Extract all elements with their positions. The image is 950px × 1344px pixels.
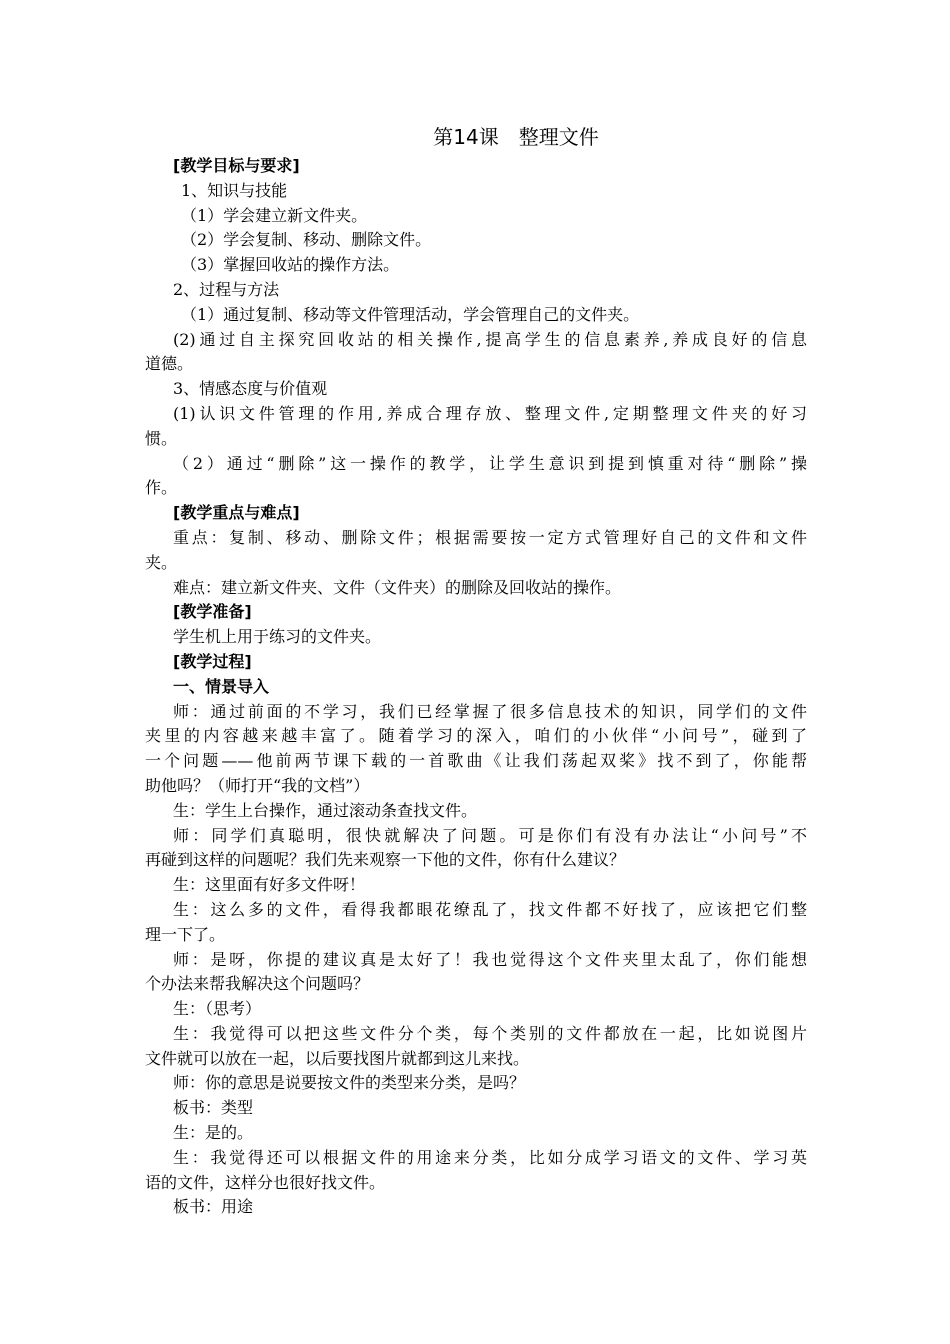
text-line: 惯。 xyxy=(145,428,178,448)
text-line: 一、情景导入 xyxy=(173,676,270,696)
text-line: 作。 xyxy=(145,478,178,498)
text-line: [教学过程] xyxy=(173,651,252,671)
text-line: 板书：用途 xyxy=(173,1197,254,1217)
text-line: [教学重点与难点] xyxy=(173,503,300,523)
text-line: 生：这么多的文件，看得我都眼花缭乱了，找文件都不好找了，应该把它们整 xyxy=(173,899,807,919)
text-line: 难点：建立新文件夹、文件（文件夹）的删除及回收站的操作。 xyxy=(173,577,622,597)
text-line: （1）通过复制、移动等文件管理活动，学会管理自己的文件夹。 xyxy=(181,304,640,324)
text-line: 生：学生上台操作，通过滚动条查找文件。 xyxy=(173,800,478,820)
document-body xyxy=(145,154,807,1220)
text-line: 生：是的。 xyxy=(173,1123,254,1143)
text-line: 师：你的意思是说要按文件的类型来分类，是吗？ xyxy=(173,1073,526,1093)
text-line: 再碰到这样的问题呢？我们先来观察一下他的文件，你有什么建议？ xyxy=(145,850,626,870)
text-line: （2）通过“删除”这一操作的教学，让学生意识到提到慎重对待“删除”操 xyxy=(173,453,807,473)
text-line: 文件就可以放在一起，以后要找图片就都到这儿来找。 xyxy=(145,1048,530,1068)
document-page xyxy=(145,120,807,1220)
text-line: 1、知识与技能 xyxy=(181,180,288,200)
text-line: 一个问题——他前两节课下载的一首歌曲《让我们荡起双桨》找不到了，你能帮 xyxy=(145,751,807,771)
text-line: (1)认识文件管理的作用,养成合理存放、整理文件,定期整理文件夹的好习 xyxy=(173,403,807,423)
text-line: 语的文件，这样分也很好找文件。 xyxy=(145,1172,386,1192)
text-line: 师：同学们真聪明，很快就解决了问题。可是你们有没有办法让“小问号”不 xyxy=(173,825,807,845)
text-line: 2、过程与方法 xyxy=(173,279,280,299)
text-line: 3、情感态度与价值观 xyxy=(173,379,328,399)
text-line: 师：是呀，你提的建议真是太好了！我也觉得这个文件夹里太乱了，你们能想 xyxy=(173,949,807,969)
text-line: 重点：复制、移动、删除文件；根据需要按一定方式管理好自己的文件和文件 xyxy=(173,527,807,547)
text-line: 个办法来帮我解决这个问题吗？ xyxy=(145,974,370,994)
text-line: [教学目标与要求] xyxy=(173,156,300,175)
text-line: 夹。 xyxy=(145,552,178,572)
text-line: (2)通过自主探究回收站的相关操作,提高学生的信息素养,养成良好的信息 xyxy=(173,329,807,349)
text-line: （3）掌握回收站的操作方法。 xyxy=(181,255,400,275)
text-line: （2）学会复制、移动、删除文件。 xyxy=(181,230,432,250)
text-line: 师：通过前面的不学习，我们已经掌握了很多信息技术的知识，同学们的文件 xyxy=(173,701,807,721)
text-line: 夹里的内容越来越丰富了。随着学习的深入，咱们的小伙伴“小问号”，碰到了 xyxy=(145,726,807,746)
text-line: [教学准备] xyxy=(173,602,252,622)
text-line: 生：我觉得还可以根据文件的用途来分类，比如分成学习语文的文件、学习英 xyxy=(173,1147,807,1167)
page-title: 第14课 整理文件 xyxy=(433,125,599,149)
text-line: 理一下了。 xyxy=(145,924,226,944)
text-line: 助他吗？（师打开“我的文档”） xyxy=(145,775,370,795)
text-line: 学生机上用于练习的文件夹。 xyxy=(173,627,382,647)
text-line: 生：我觉得可以把这些文件分个类，每个类别的文件都放在一起，比如说图片 xyxy=(173,1023,807,1043)
text-line: 道德。 xyxy=(145,354,194,374)
text-line: （1）学会建立新文件夹。 xyxy=(181,205,368,225)
text-line: 生：（思考） xyxy=(173,999,262,1019)
text-line: 生：这里面有好多文件呀！ xyxy=(173,875,366,895)
text-line: 板书：类型 xyxy=(173,1098,254,1118)
